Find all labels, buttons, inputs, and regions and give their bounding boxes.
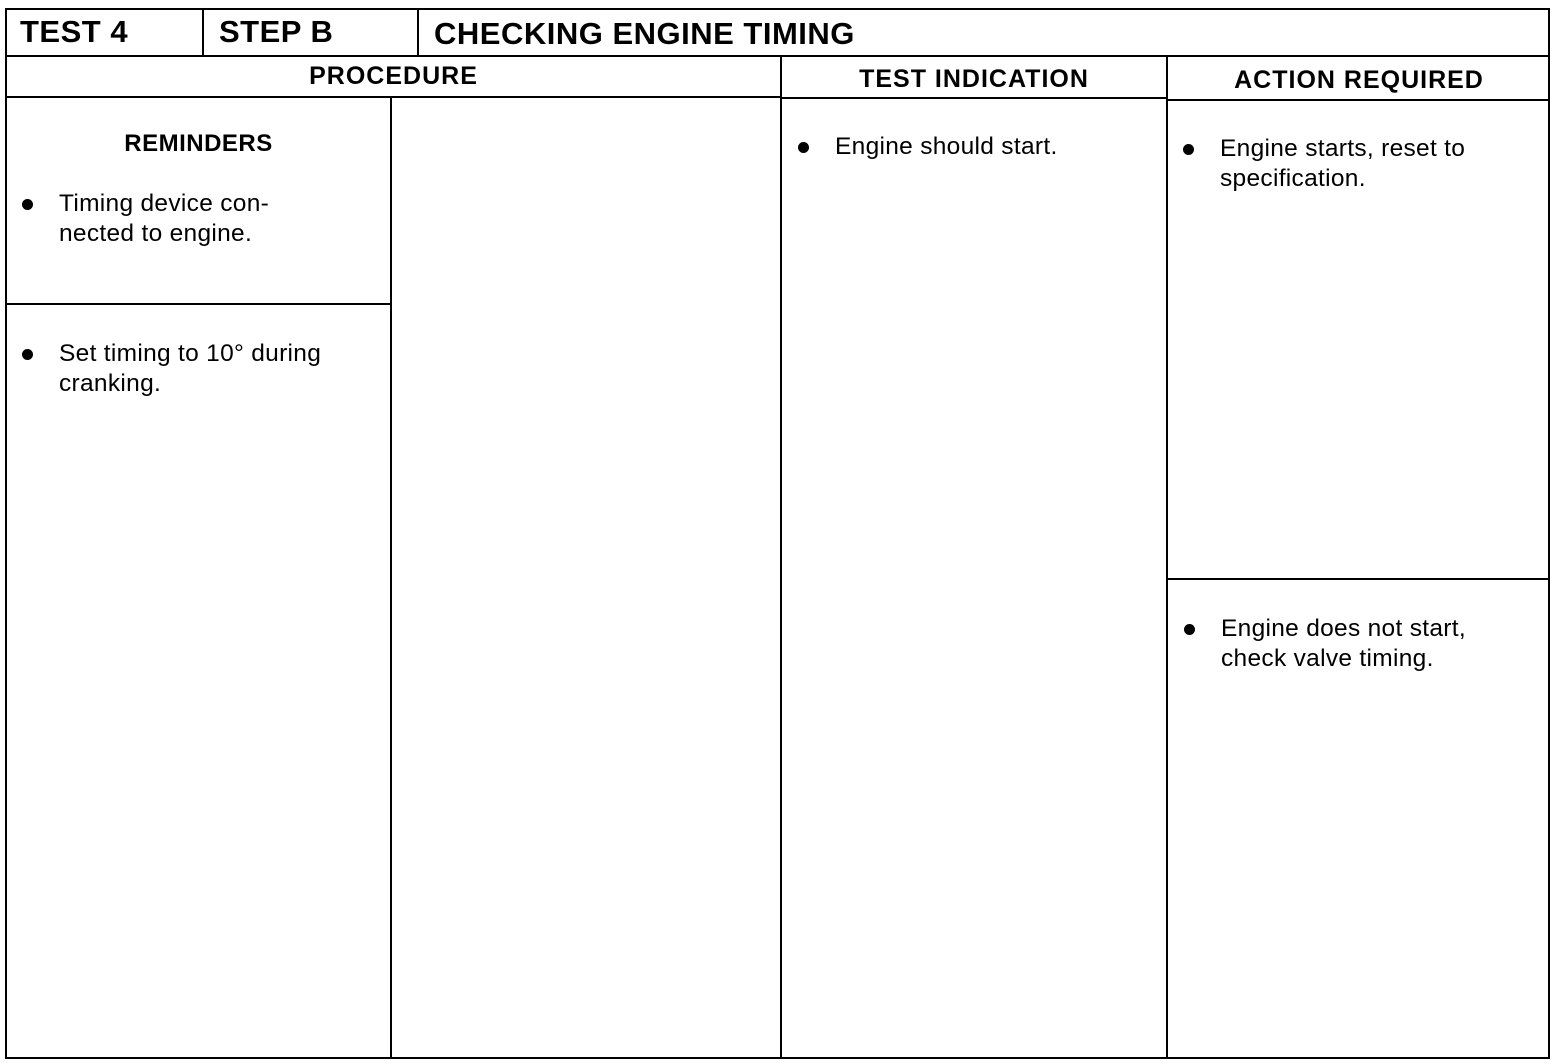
column-header-procedure: PROCEDURE (309, 62, 478, 90)
header-row-bottom-rule-action (1166, 99, 1550, 101)
column-header-test-indication: TEST INDICATION (859, 65, 1089, 93)
reminder-text: Timing device con- nected to engine. (59, 190, 270, 247)
title-divider-1 (202, 8, 204, 56)
action-split-rule (1166, 578, 1550, 580)
header-divider-procedure (780, 56, 782, 1059)
list-item (22, 189, 382, 253)
test-indication-text: Engine should start. (835, 133, 1058, 160)
bullet-icon (1184, 624, 1195, 635)
title-divider-2 (417, 8, 419, 56)
bullet-icon (798, 142, 809, 153)
column-header-action-required: ACTION REQUIRED (1234, 66, 1484, 94)
bullet-icon (1183, 144, 1194, 155)
action-text: Engine does not start, check valve timing. (1221, 615, 1466, 672)
header-row-bottom-rule-procedure (5, 96, 782, 98)
test-number: TEST 4 (20, 14, 129, 49)
procedure-step-text: Set timing to 10° during cranking. (59, 340, 322, 397)
bullet-icon (22, 349, 33, 360)
header-divider-indication (1166, 56, 1168, 1059)
list-item (1183, 134, 1543, 198)
step-label: STEP B (219, 14, 334, 49)
action-text: Engine starts, reset to specification. (1220, 135, 1466, 192)
reminders-bottom-rule (5, 303, 392, 305)
bullet-icon (22, 199, 33, 210)
list-item (798, 132, 1158, 166)
list-item (1184, 614, 1544, 678)
reminders-heading: REMINDERS (124, 130, 273, 157)
list-item (22, 339, 382, 403)
page-title: CHECKING ENGINE TIMING (434, 16, 855, 51)
procedure-split-divider (390, 97, 392, 1059)
